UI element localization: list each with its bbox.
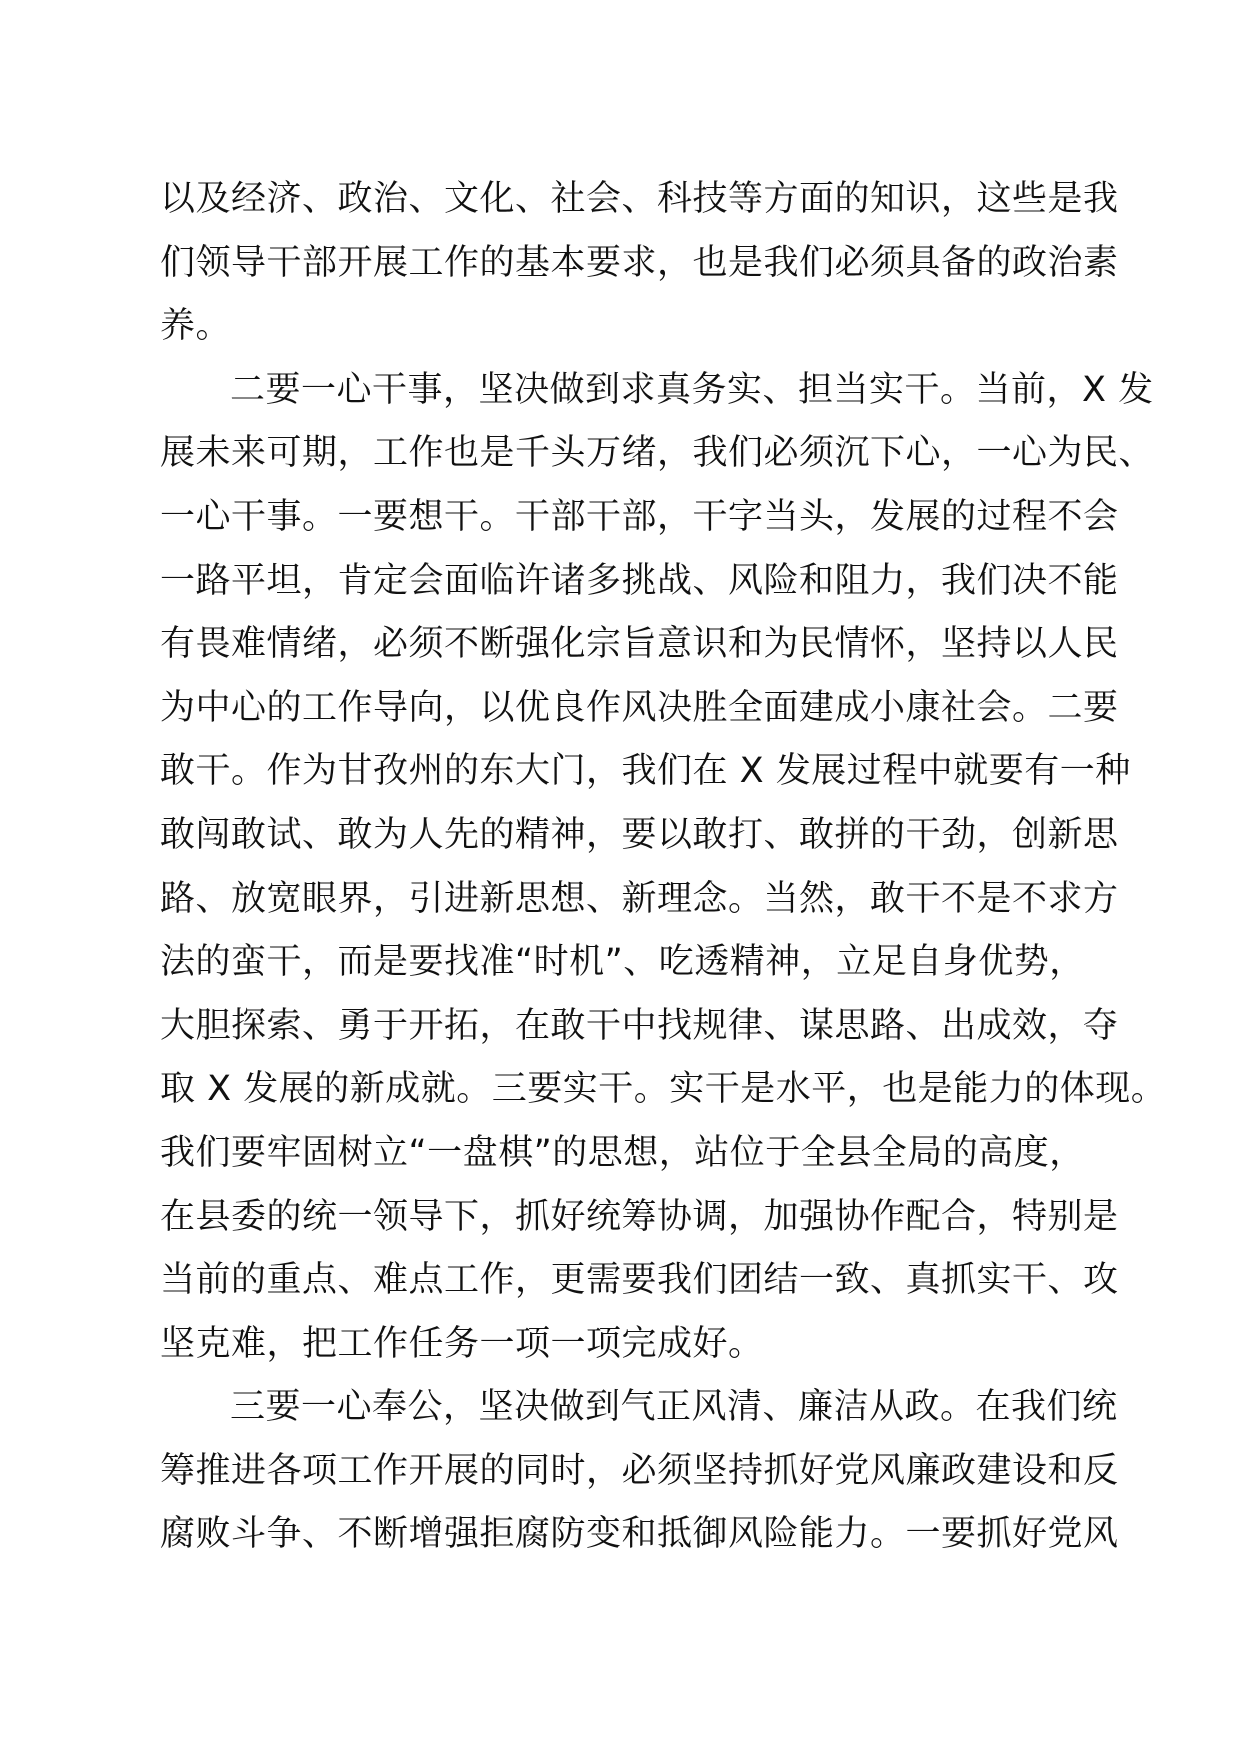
paragraph-start-line: 三要一心奉公，坚决做到气正风清、廉洁从政。在我们统 [230, 1387, 1118, 1428]
text-line: 法的蛮干，而是要找准“时机”、吃透精神，立足自身优势， [160, 942, 1085, 983]
text-line: 一路平坦，肯定会面临许诸多挑战、风险和阻力，我们决不能 [160, 560, 1119, 601]
paragraph-start-line: 二要一心干事，坚决做到求真务实、担当实干。当前，X 发 [230, 369, 1154, 410]
document-body [160, 168, 1167, 1567]
text-line: 腐败斗争、不断增强拒腐防变和抵御风险能力。一要抓好党风 [160, 1514, 1119, 1555]
text-line: 们领导干部开展工作的基本要求，也是我们必须具备的政治素 [160, 242, 1119, 283]
text-line: 为中心的工作导向，以优良作风决胜全面建成小康社会。二要 [160, 687, 1119, 728]
text-line: 以及经济、政治、文化、社会、科技等方面的知识，这些是我 [160, 179, 1119, 219]
text-line: 敢闯敢试、敢为人先的精神，要以敢打、敢拼的干劲，创新思 [160, 814, 1119, 855]
text-line: 一心干事。一要想干。干部干部，干字当头，发展的过程不会 [160, 496, 1119, 537]
text-line: 在县委的统一领导下，抓好统筹协调，加强协作配合，特别是 [160, 1196, 1119, 1237]
text-line: 有畏难情绪，必须不断强化宗旨意识和为民情怀，坚持以人民 [160, 624, 1119, 665]
text-line: 养。 [160, 306, 232, 347]
text-line: 坚克难，把工作任务一项一项完成好。 [160, 1323, 764, 1364]
text-line: 大胆探索、勇于开拓，在敢干中找规律、谋思路、出成效，夺 [160, 1005, 1119, 1046]
text-line: 取 X 发展的新成就。三要实干。实干是水平，也是能力的体现。 [160, 1069, 1167, 1110]
text-line: 路、放宽眼界，引进新思想、新理念。当然，敢干不是不求方 [160, 878, 1119, 919]
text-line: 筹推进各项工作开展的同时，必须坚持抓好党风廉政建设和反 [160, 1450, 1119, 1491]
text-line: 当前的重点、难点工作，更需要我们团结一致、真抓实干、攻 [160, 1260, 1119, 1301]
text-line: 我们要牢固树立“一盘棋”的思想，站位于全县全局的高度， [160, 1132, 1085, 1173]
text-line: 展未来可期，工作也是千头万绪，我们必须沉下心，一心为民、 [160, 433, 1155, 474]
text-line: 敢干。作为甘孜州的东大门，我们在 X 发展过程中就要有一种 [160, 751, 1131, 792]
